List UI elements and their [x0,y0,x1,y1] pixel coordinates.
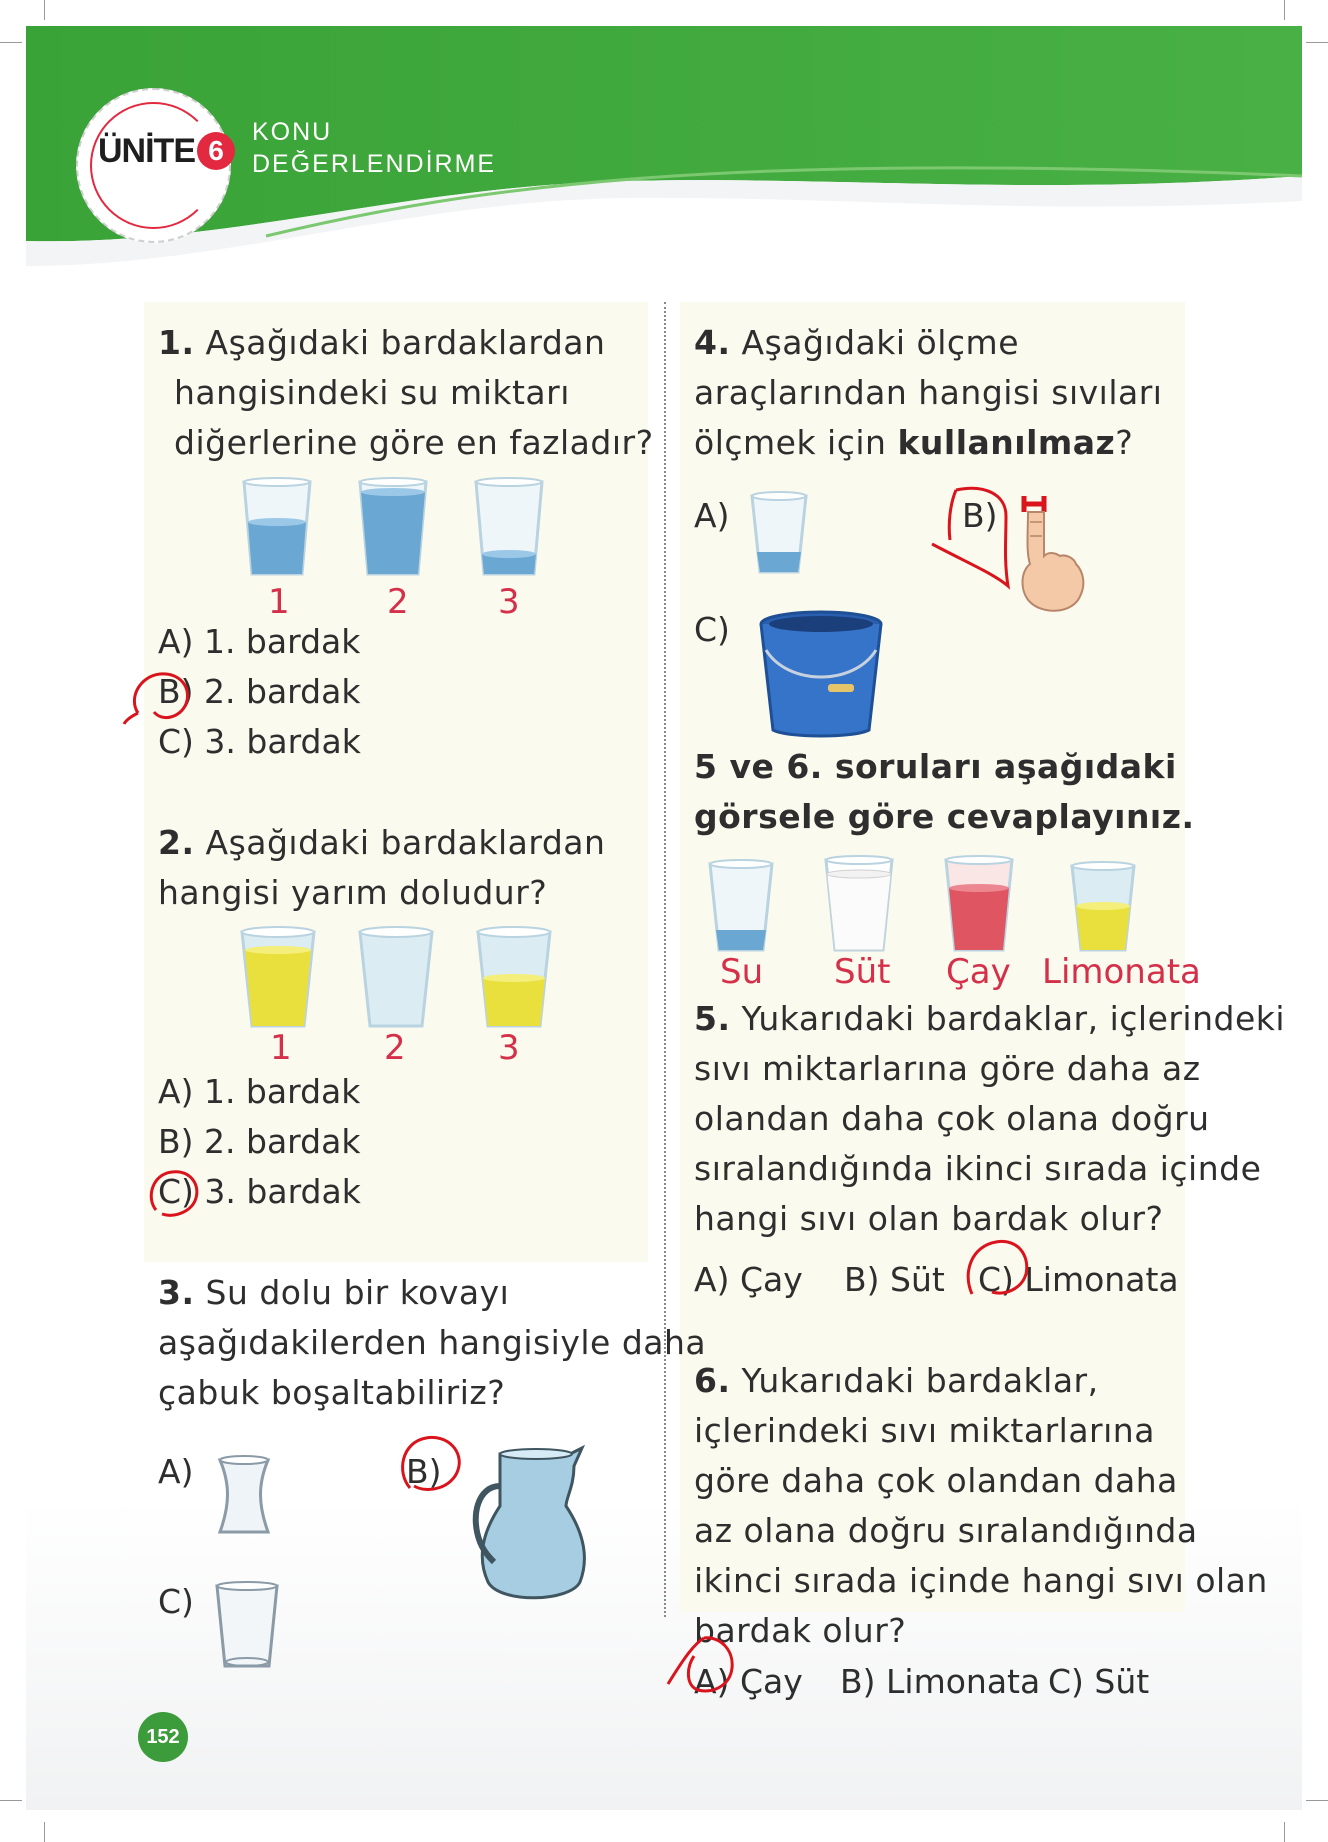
unit-number: 6 [197,132,235,170]
bucket-icon [758,608,884,738]
q1-glass-label-2: 2 [387,582,409,622]
q1-option-c[interactable]: C) 3. bardak [158,722,361,761]
q5-option-c[interactable]: C) Limonata [978,1260,1179,1299]
glass-label-milk: Süt [834,952,891,992]
q56-intro-line1: 5 ve 6. soruları aşağıdaki [694,747,1177,786]
header-title-line2: DEĞERLENDİRME [252,150,497,178]
crop-mark [0,42,22,43]
q2-option-a[interactable]: A) 1. bardak [158,1072,361,1111]
q6-line2: içlerindeki sıvı miktarlarına [694,1411,1155,1450]
q3-option-c[interactable]: C) [158,1582,194,1621]
q6-line6: bardak olur? [694,1611,907,1650]
answer-circle-mark [392,1430,472,1500]
answer-circle-mark [924,484,1024,590]
q5-line2: sıvı miktarlarına göre daha az [694,1049,1201,1088]
q1-option-b[interactable]: B) 2. bardak [158,672,361,711]
q2-glass-label-1: 1 [270,1028,292,1068]
q4-option-b[interactable]: B) [962,496,998,535]
glass-label-tea: Çay [946,952,1011,992]
unit-label: ÜNİTE [98,132,195,170]
glass-3-icon [474,474,544,576]
glass-icon [214,1578,280,1670]
glass-1-icon [242,474,312,576]
q6-option-b[interactable]: B) Limonata [840,1662,1041,1701]
milk-glass-icon [824,852,894,952]
glass-2-icon [358,474,428,576]
q56-intro-line2: görsele göre cevaplayınız. [694,797,1195,836]
q1-option-a[interactable]: A) 1. bardak [158,622,361,661]
q1-glass-label-3: 3 [498,582,520,622]
small-cup-icon [216,1454,272,1538]
crop-mark [0,1800,22,1801]
q5-option-a[interactable]: A) Çay [694,1260,803,1299]
q5-line3: olandan daha çok olana doğru [694,1099,1210,1138]
pitcher-icon [470,1446,588,1606]
finger-width-icon [1016,492,1088,616]
tea-glass-icon [944,852,1014,952]
glass-label-lemonade: Limonata [1042,952,1201,992]
glass-label-water: Su [720,952,764,992]
q5-line4: sıralandığında ikinci sırada içinde [694,1149,1262,1188]
q6-line1: 6. Yukarıdaki bardaklar, [694,1361,1099,1400]
q3-line1: 3. Su dolu bir kovayı [158,1273,510,1312]
answer-circle-mark [118,668,208,728]
q1-glass-label-1: 1 [268,582,290,622]
q5-option-b[interactable]: B) Süt [844,1260,945,1299]
q2-option-c[interactable]: C) 3. bardak [158,1172,361,1211]
q2-line1: 2. Aşağıdaki bardaklardan [158,823,606,862]
q6-option-a[interactable]: A) Çay [694,1662,803,1701]
q3-line2: aşağıdakilerden hangisiyle daha [158,1323,707,1362]
q5-line5: hangi sıvı olan bardak olur? [694,1199,1164,1238]
q4-line2: araçlarından hangisi sıvıları [694,373,1163,412]
q3-option-b[interactable]: B) [406,1452,442,1491]
q4-line3: ölçmek için kullanılmaz? [694,423,1134,462]
q1-line1: 1. Aşağıdaki bardaklardan [158,323,606,362]
q4-option-a[interactable]: A) [694,496,730,535]
q5-line1: 5. Yukarıdaki bardaklar, içlerindeki [694,999,1286,1038]
q4-line1: 4. Aşağıdaki ölçme [694,323,1019,362]
page-number: 152 [138,1712,188,1762]
q2-option-b[interactable]: B) 2. bardak [158,1122,361,1161]
q6-line3: göre daha çok olandan daha [694,1461,1178,1500]
q1-line3: diğerlerine göre en fazladır? [174,423,654,462]
small-glass-icon [750,490,808,576]
lemonade-glass-icon [1070,858,1136,952]
crop-mark [1284,1822,1285,1842]
crop-mark [44,0,45,20]
crop-mark [44,1822,45,1842]
crop-mark [1284,0,1285,20]
glass-half-icon [476,922,552,1028]
crop-mark [1306,42,1328,43]
glass-half-full-icon [240,922,316,1028]
q2-line2: hangisi yarım doludur? [158,873,548,912]
answer-circle-mark [142,1166,206,1222]
q2-glass-label-2: 2 [384,1028,406,1068]
answer-circle-mark [664,1628,764,1700]
column-divider [664,302,666,1617]
answer-circle-mark [962,1236,1034,1300]
q3-option-a[interactable]: A) [158,1452,194,1491]
crop-mark [1306,1800,1328,1801]
q4-option-c[interactable]: C) [694,610,730,649]
water-glass-icon [708,856,774,952]
q6-option-c[interactable]: C) Süt [1048,1662,1150,1701]
q2-glass-label-3: 3 [498,1028,520,1068]
q6-line4: az olana doğru sıralandığında [694,1511,1198,1550]
q6-line5: ikinci sırada içinde hangi sıvı olan [694,1561,1268,1600]
header-title-line1: KONU [252,118,333,146]
q3-line3: çabuk boşaltabiliriz? [158,1373,506,1412]
glass-empty-icon [358,922,434,1028]
q1-line2: hangisindeki su miktarı [174,373,570,412]
